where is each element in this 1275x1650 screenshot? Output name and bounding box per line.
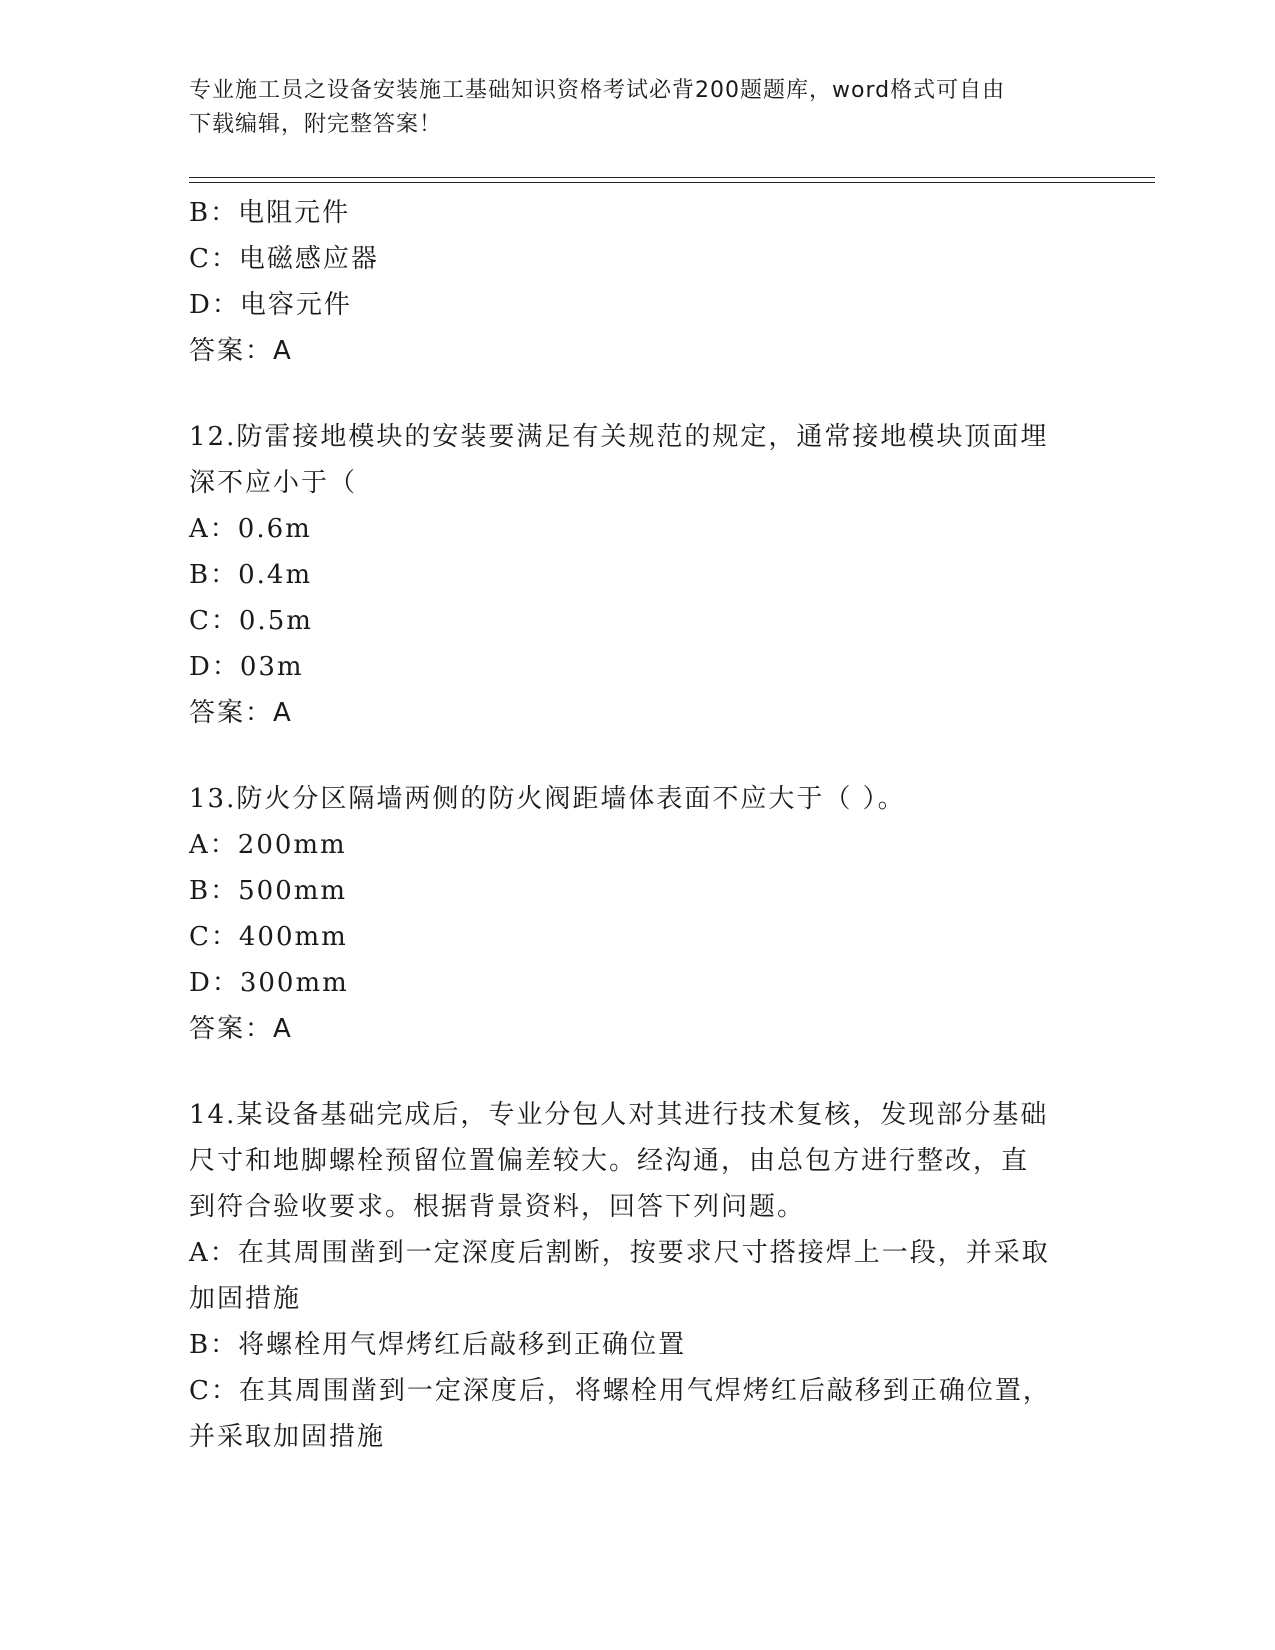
question-list: [189, 190, 1089, 1460]
question-text-line: 13.防火分区隔墙两侧的防火阀距墙体表面不应大于（ ）。: [189, 784, 906, 814]
header-divider-top: [189, 177, 1155, 178]
option-c: C：0.5m: [189, 606, 313, 636]
document-header: [189, 74, 1089, 142]
option-b: B：0.4m: [189, 560, 313, 590]
question-text-line: 深不应小于（: [189, 468, 358, 498]
question-13: [189, 776, 1089, 1052]
question-12: [189, 414, 1089, 736]
answer-line: 答案：A: [189, 1014, 293, 1044]
answer-line: 答案：A: [189, 336, 293, 366]
question-text-line: 尺寸和地脚螺栓预留位置偏差较大。经沟通，由总包方进行整改，直: [189, 1146, 1030, 1176]
option-b: B：电阻元件: [189, 198, 351, 228]
option-b: B：将螺栓用气焊烤红后敲移到正确位置: [189, 1330, 687, 1360]
question-text-line: 12.防雷接地模块的安装要满足有关规范的规定，通常接地模块顶面埋: [189, 422, 1049, 452]
option-a-continued: 加固措施: [189, 1284, 302, 1314]
question-text-line: 到符合验收要求。根据背景资料，回答下列问题。: [189, 1192, 806, 1222]
option-a: A：0.6m: [189, 514, 312, 544]
answer-line: 答案：A: [189, 698, 293, 728]
header-line-1: 专业施工员之设备安装施工基础知识资格考试必背200题题库，word格式可自由: [189, 78, 1006, 103]
option-c: C：400mm: [189, 922, 348, 952]
header-divider-bottom: [189, 182, 1155, 183]
option-a: A：200mm: [189, 830, 347, 860]
header-line-2: 下载编辑，附完整答案！: [189, 112, 443, 137]
option-d: D：电容元件: [189, 290, 352, 320]
option-c-continued: 并采取加固措施: [189, 1422, 386, 1452]
option-d: D：03m: [189, 652, 304, 682]
option-a: A：在其周围凿到一定深度后割断，按要求尺寸搭接焊上一段，并采取: [189, 1238, 1050, 1268]
question-11-continued: [189, 190, 1089, 374]
question-14: [189, 1092, 1089, 1460]
option-c: C：电磁感应器: [189, 244, 379, 274]
option-d: D：300mm: [189, 968, 349, 998]
option-b: B：500mm: [189, 876, 348, 906]
option-c: C：在其周围凿到一定深度后，将螺栓用气焊烤红后敲移到正确位置，: [189, 1376, 1051, 1406]
question-text-line: 14.某设备基础完成后，专业分包人对其进行技术复核，发现部分基础: [189, 1100, 1049, 1130]
